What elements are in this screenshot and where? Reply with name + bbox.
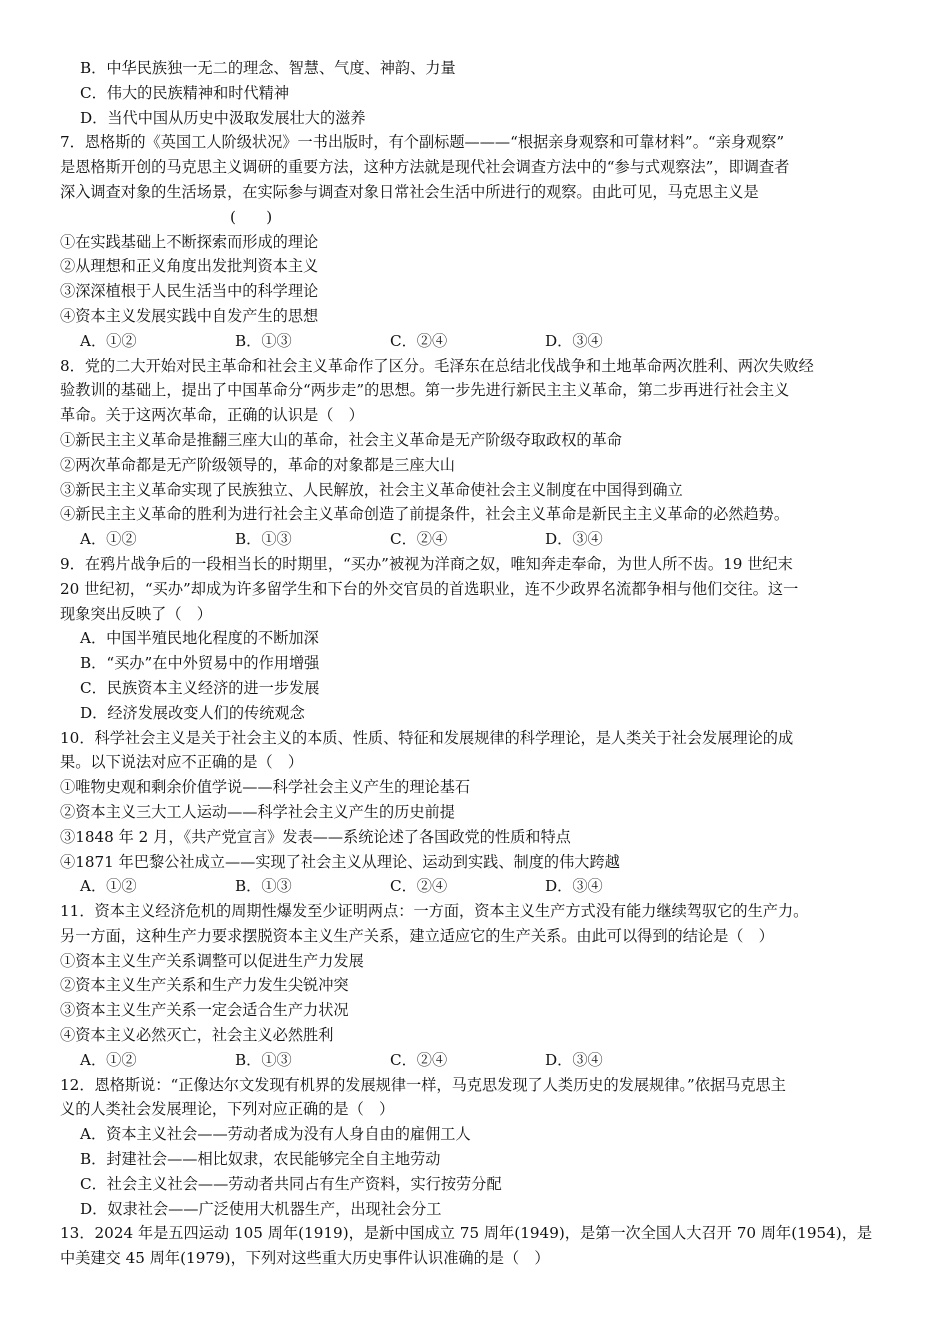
- q9-option-c: C．民族资本主义经济的进一步发展: [80, 678, 320, 697]
- q10-item-4: ④1871 年巴黎公社成立——实现了社会主义从理论、运动到实践、制度的伟大跨越: [60, 852, 620, 871]
- q10-stem-line-2: 果。以下说法对应不正确的是（ ）: [60, 753, 303, 772]
- q8-item-3: ③新民主主义革命实现了民族独立、人民解放，社会主义革命使社会主义制度在中国得到确立: [60, 480, 683, 499]
- q11-item-4: ④资本主义必然灭亡，社会主义必然胜利: [60, 1026, 334, 1045]
- question-13: [60, 1221, 890, 1271]
- q7-stem-line-1: 7．恩格斯的《英国工人阶级状况》一书出版时，有个副标题———“根据亲身观察和可靠材料”。“亲身观察”: [60, 133, 785, 152]
- q8-choice-c: C．②④: [390, 530, 448, 549]
- q13-stem-line-1: 13．2024 年是五四运动 105 周年(1919)，是新中国成立 75 周年(1949)，是第一次全国人大召开 70 周年(1954)，是: [60, 1224, 873, 1243]
- q8-choices: [60, 527, 890, 552]
- q7-choices: [60, 329, 890, 354]
- q12-option-c: C．社会主义社会——劳动者共同占有生产资料，实行按劳分配: [80, 1174, 502, 1193]
- q6-option-d: D．当代中国从历史中汲取发展壮大的滋养: [80, 108, 366, 127]
- q11-item-2: ②资本主义生产关系和生产力发生尖锐冲突: [60, 976, 349, 995]
- q8-item-2: ②两次革命都是无产阶级领导的，革命的对象都是三座大山: [60, 455, 455, 474]
- q12-option-b: B．封建社会——相比奴隶，农民能够完全自主地劳动: [80, 1150, 441, 1169]
- q7-choice-b: B．①③: [235, 331, 292, 350]
- q7-choice-c: C．②④: [390, 331, 448, 350]
- q8-item-4: ④新民主主义革命的胜利为进行社会主义革命创造了前提条件，社会主义革命是新民主主义革命的必然趋势。: [60, 505, 789, 524]
- q12-stem-line-1: 12．恩格斯说：“正像达尔文发现有机界的发展规律一样，马克思发现了人类历史的发展规律。”依据马克思主: [60, 1075, 786, 1094]
- q11-choice-a: A．①②: [80, 1050, 137, 1069]
- q6-options: [60, 56, 890, 130]
- q9-stem-line-2: 20 世纪初，“买办”却成为许多留学生和下台的外交官员的首选职业，连不少政界名流都争相与他们交往。这一: [60, 579, 799, 598]
- q8-choice-d: D．③④: [545, 530, 603, 549]
- q7-answer-bracket: ( ): [230, 207, 273, 226]
- q10-item-2: ②资本主义三大工人运动——科学社会主义产生的历史前提: [60, 802, 455, 821]
- q12-option-a: A．资本主义社会——劳动者成为没有人身自由的雇佣工人: [80, 1125, 471, 1144]
- q6-option-c: C．伟大的民族精神和时代精神: [80, 83, 290, 102]
- question-10: [60, 726, 890, 900]
- q9-stem-line-3: 现象突出反映了（ ）: [60, 604, 212, 623]
- q7-item-4: ④资本主义发展实践中自发产生的思想: [60, 306, 319, 325]
- q8-stem-line-2: 验教训的基础上，提出了中国革命分“两步走”的思想。第一步先进行新民主主义革命，第二步再进行社会主义: [60, 381, 790, 400]
- q11-choices: [60, 1048, 890, 1073]
- q11-item-1: ①资本主义生产关系调整可以促进生产力发展: [60, 951, 364, 970]
- q7-choice-a: A．①②: [80, 331, 137, 350]
- q7-item-2: ②从理想和正义角度出发批判资本主义: [60, 257, 319, 276]
- q10-stem-line-1: 10．科学社会主义是关于社会主义的本质、性质、特征和发展规律的科学理论，是人类关于社会发展理论的成: [60, 728, 794, 747]
- q11-item-3: ③资本主义生产关系一定会适合生产力状况: [60, 1001, 349, 1020]
- q11-stem-line-1: 11．资本主义经济危机的周期性爆发至少证明两点：一方面，资本主义生产方式没有能力继续驾驭它的生产力。: [60, 902, 809, 921]
- q9-option-b: B．“买办”在中外贸易中的作用增强: [80, 654, 320, 673]
- q13-stem-line-2: 中美建交 45 周年(1979)，下列对这些重大历史事件认识准确的是（ ）: [60, 1249, 550, 1268]
- q10-item-1: ①唯物史观和剩余价值学说——科学社会主义产生的理论基石: [60, 778, 471, 797]
- q8-item-1: ①新民主主义革命是推翻三座大山的革命，社会主义革命是无产阶级夺取政权的革命: [60, 430, 622, 449]
- q8-choice-b: B．①③: [235, 530, 292, 549]
- q10-choice-a: A．①②: [80, 877, 137, 896]
- q8-choice-a: A．①②: [80, 530, 137, 549]
- q7-choice-d: D．③④: [545, 331, 603, 350]
- q10-choices: [60, 874, 890, 899]
- q9-option-a: A．中国半殖民地化程度的不断加深: [80, 629, 319, 648]
- q12-option-d: D．奴隶社会——广泛使用大机器生产，出现社会分工: [80, 1199, 442, 1218]
- q11-choice-d: D．③④: [545, 1050, 603, 1069]
- q10-item-3: ③1848 年 2 月，《共产党宣言》发表——系统论述了各国政党的性质和特点: [60, 827, 571, 846]
- q7-stem-line-3: 深入调查对象的生活场景，在实际参与调查对象日常社会生活中所进行的观察。由此可见，马克思主义是: [60, 182, 759, 201]
- question-7: [60, 130, 890, 353]
- q11-stem-line-2: 另一方面，这种生产力要求摆脱资本主义生产关系，建立适应它的生产关系。由此可以得到的结论是（ ）: [60, 926, 774, 945]
- q9-stem-line-1: 9．在鸦片战争后的一段相当长的时期里，“买办”被视为洋商之奴，唯知奔走奉命，为世人所不齿。19 世纪末: [60, 554, 793, 573]
- q8-stem-line-3: 革命。关于这两次革命，正确的认识是（ ）: [60, 406, 364, 425]
- q7-stem-line-2: 是恩格斯开创的马克思主义调研的重要方法，这种方法就是现代社会调查方法中的“参与式观察法”，即调查者: [60, 158, 790, 177]
- q10-choice-c: C．②④: [390, 877, 448, 896]
- q9-option-d: D．经济发展改变人们的传统观念: [80, 703, 305, 722]
- question-8: [60, 354, 890, 552]
- q6-option-b: B．中华民族独一无二的理念、智慧、气度、神韵、力量: [80, 59, 456, 77]
- q8-stem-line-1: 8．党的二大开始对民主革命和社会主义革命作了区分。毛泽东在总结北伐战争和土地革命两次胜利、两次失败经: [60, 356, 814, 375]
- question-11: [60, 899, 890, 1073]
- q11-choice-c: C．②④: [390, 1050, 448, 1069]
- q7-item-3: ③深深植根于人民生活当中的科学理论: [60, 282, 319, 301]
- q11-choice-b: B．①③: [235, 1050, 292, 1069]
- question-12: [60, 1073, 890, 1222]
- q7-item-1: ①在实践基础上不断探索而形成的理论: [60, 232, 319, 251]
- question-9: [60, 552, 890, 726]
- q12-stem-line-2: 义的人类社会发展理论，下列对应正确的是（ ）: [60, 1100, 395, 1119]
- q10-choice-b: B．①③: [235, 877, 292, 896]
- q10-choice-d: D．③④: [545, 877, 603, 896]
